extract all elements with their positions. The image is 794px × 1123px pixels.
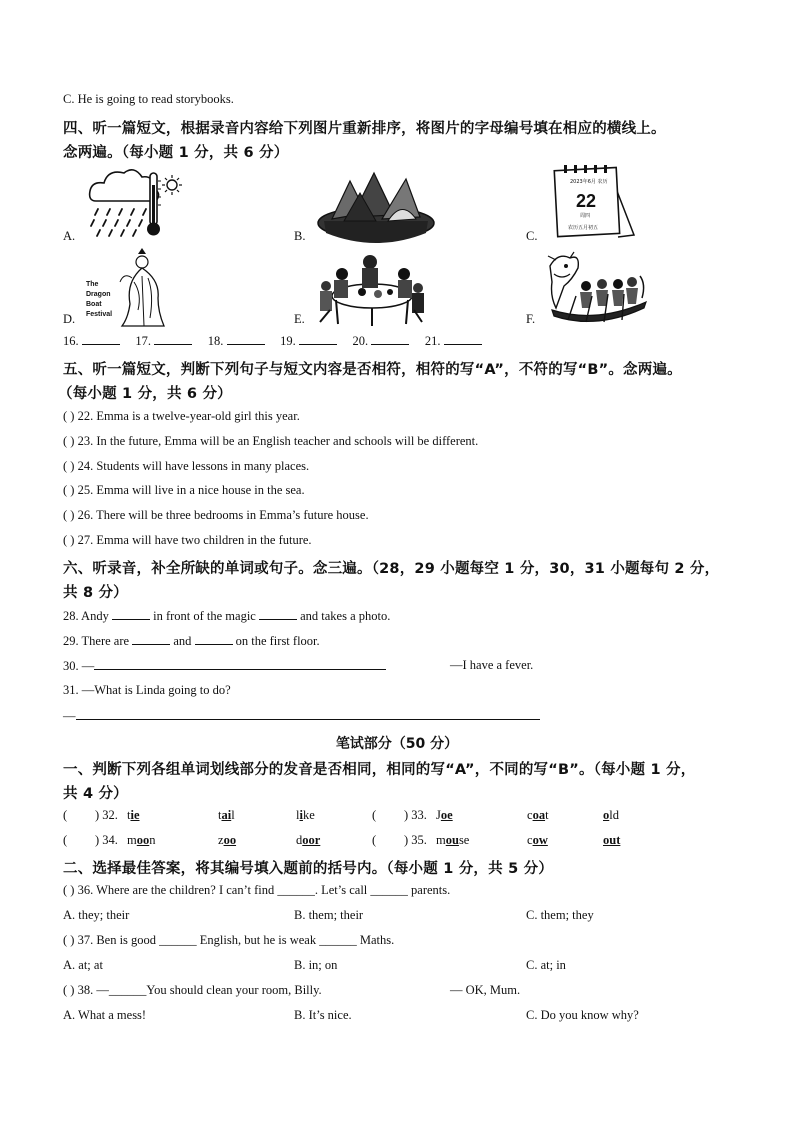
q29-part-1: 29. There are (63, 634, 130, 648)
q33-word-1: Joe (436, 808, 453, 822)
dragon-boat-festival-poster-icon (84, 248, 174, 328)
q37-option-b: B. in; on (294, 958, 338, 972)
q38-response: — OK, Mum. (450, 983, 521, 997)
q29-part-2: and (173, 634, 192, 648)
blank-label-17: 17. (135, 334, 151, 348)
q38-option-c: C. Do you know why? (526, 1008, 639, 1022)
question-37: ( ) 37. Ben is good ______ English, but he is weak ______ Maths. (63, 933, 395, 947)
calendar-day-text: 22 (576, 191, 597, 211)
poster-line-4: Festival (86, 311, 113, 318)
question-22: ( ) 22. Emma is a twelve-year-old girl this year. (63, 409, 300, 423)
q32-word-2: tail (218, 808, 235, 822)
question-27: ( ) 27. Emma will have two children in the future. (63, 533, 312, 547)
q37-option-c: C. at; in (526, 958, 566, 972)
option-c-line: C. He is going to read storybooks. (63, 92, 234, 106)
q35-word-3: out (603, 833, 621, 847)
answer-blank-18[interactable] (227, 333, 265, 345)
calendar-icon (548, 163, 638, 243)
q34-word-3: door (296, 833, 321, 847)
question-31: 31. —What is Linda going to do? (63, 683, 231, 697)
q33-word-2: coat (527, 808, 549, 822)
written-section-2-title: 二、选择最佳答案，将其编号填入题前的括号内。（每小题 1 分，共 5 分） (63, 861, 554, 877)
q30-answer: —I have a fever. (450, 658, 534, 672)
q30-dash: 30. — (63, 659, 95, 673)
question-30 (63, 658, 386, 674)
q31-answer-line (63, 708, 540, 724)
q32-number: ) 32. (95, 808, 118, 822)
answer-blank-17[interactable] (154, 333, 192, 345)
family-dinner-icon (316, 248, 426, 328)
q28-part-3: and takes a photo. (300, 609, 391, 623)
blank-label-19: 19. (280, 334, 296, 348)
calendar-week-text: 周四 (580, 213, 591, 219)
q35-number: ) 35. (404, 833, 427, 847)
pic-letter-b: B. (294, 229, 306, 243)
q28-blank-1[interactable] (112, 608, 150, 620)
written-section-1-title: 一、判断下列各组单词划线部分的发音是否相同，相同的写“A”，不同的写“B”。（每小题 1 分， (63, 762, 696, 778)
q36-option-a: A. they; their (63, 908, 130, 922)
q35-word-2: cow (527, 833, 548, 847)
poster-line-2: Dragon (86, 291, 111, 298)
poster-line-3: Boat (86, 301, 102, 308)
section-5-title: 五、听一篇短文，判断下列句子与短文内容是否相符，相符的写“A”，不符的写“B”。念两遍。 (63, 362, 682, 378)
q37-option-a: A. at; at (63, 958, 103, 972)
pic-letter-d: D. (63, 312, 76, 326)
question-28 (63, 608, 390, 624)
section-6-subtitle: 共 8 分） (63, 585, 128, 601)
pic-letter-a: A. (63, 229, 76, 243)
q32-word-1: tie (127, 808, 140, 822)
zongzi-plate-icon (316, 163, 436, 245)
q33-word-3: old (603, 808, 619, 822)
q33-paren: ( (372, 808, 377, 822)
q29-part-3: on the first floor. (235, 634, 320, 648)
question-38: ( ) 38. —______You should clean your room, Billy. (63, 983, 322, 997)
q31-dash: — (63, 709, 76, 723)
q31-blank[interactable] (76, 708, 540, 720)
answer-blank-19[interactable] (299, 333, 337, 345)
pic-letter-f: F. (526, 312, 536, 326)
dragon-boat-icon (546, 246, 650, 326)
question-26: ( ) 26. There will be three bedrooms in Emma’s future house. (63, 508, 369, 522)
q34-number: ) 34. (95, 833, 118, 847)
section-4-subtitle: 念两遍。（每小题 1 分，共 6 分） (63, 145, 289, 161)
section-6-title: 六、听录音，补全所缺的单词或句子。念三遍。（28，29 小题每空 1 分，30，31 小题每句 2 分， (63, 561, 720, 577)
section-5-subtitle: （每小题 1 分，共 6 分） (58, 386, 232, 402)
pic-letter-c: C. (526, 229, 538, 243)
calendar-bottom-text: 农历五月初五 (568, 225, 599, 231)
blank-label-21: 21. (424, 334, 441, 348)
poster-line-1: The (86, 281, 99, 288)
written-section-1-subtitle: 共 4 分） (63, 786, 128, 802)
q32-paren: ( (63, 808, 68, 822)
q33-number: ) 33. (404, 808, 427, 822)
question-23: ( ) 23. In the future, Emma will be an English teacher and schools will be different. (63, 434, 479, 448)
q28-part-2: in front of the magic (153, 609, 256, 623)
question-25: ( ) 25. Emma will live in a nice house in the sea. (63, 483, 305, 497)
q32-word-3: like (296, 808, 315, 822)
q38-option-a: A. What a mess! (63, 1008, 147, 1022)
question-24: ( ) 24. Students will have lessons in many places. (63, 459, 310, 473)
blank-label-18: 18. (207, 334, 224, 348)
q29-blank-2[interactable] (195, 633, 233, 645)
blank-label-20: 20. (352, 334, 369, 348)
q36-option-c: C. them; they (526, 908, 594, 922)
q34-paren: ( (63, 833, 68, 847)
q29-blank-1[interactable] (132, 633, 170, 645)
question-29 (63, 633, 320, 649)
question-36: ( ) 36. Where are the children? I can’t find ______. Let’s call ______ parents. (63, 883, 451, 897)
q28-part-1: 28. Andy (63, 609, 109, 623)
q38-option-b: B. It’s nice. (294, 1008, 352, 1022)
section-4-title: 四、听一篇短文，根据录音内容给下列图片重新排序，将图片的字母编号填在相应的横线上。 (63, 121, 666, 137)
q34-word-2: zoo (218, 833, 237, 847)
calendar-small-text: 2023年6月 农历 (570, 179, 608, 185)
rain-thermometer-icon (84, 165, 184, 243)
answer-blank-16[interactable] (82, 333, 120, 345)
q35-word-1: mouse (436, 833, 470, 847)
written-part-title: 笔试部分（50 分） (335, 736, 459, 752)
q34-word-1: moon (127, 833, 156, 847)
q30-blank[interactable] (94, 658, 386, 670)
q36-option-b: B. them; their (294, 908, 364, 922)
blank-label-16: 16. (63, 334, 79, 348)
answer-blank-21[interactable] (444, 333, 482, 345)
answer-blanks-row (63, 333, 482, 349)
q28-blank-2[interactable] (259, 608, 297, 620)
pic-letter-e: E. (294, 312, 305, 326)
q35-paren: ( (372, 833, 377, 847)
answer-blank-20[interactable] (371, 333, 409, 345)
